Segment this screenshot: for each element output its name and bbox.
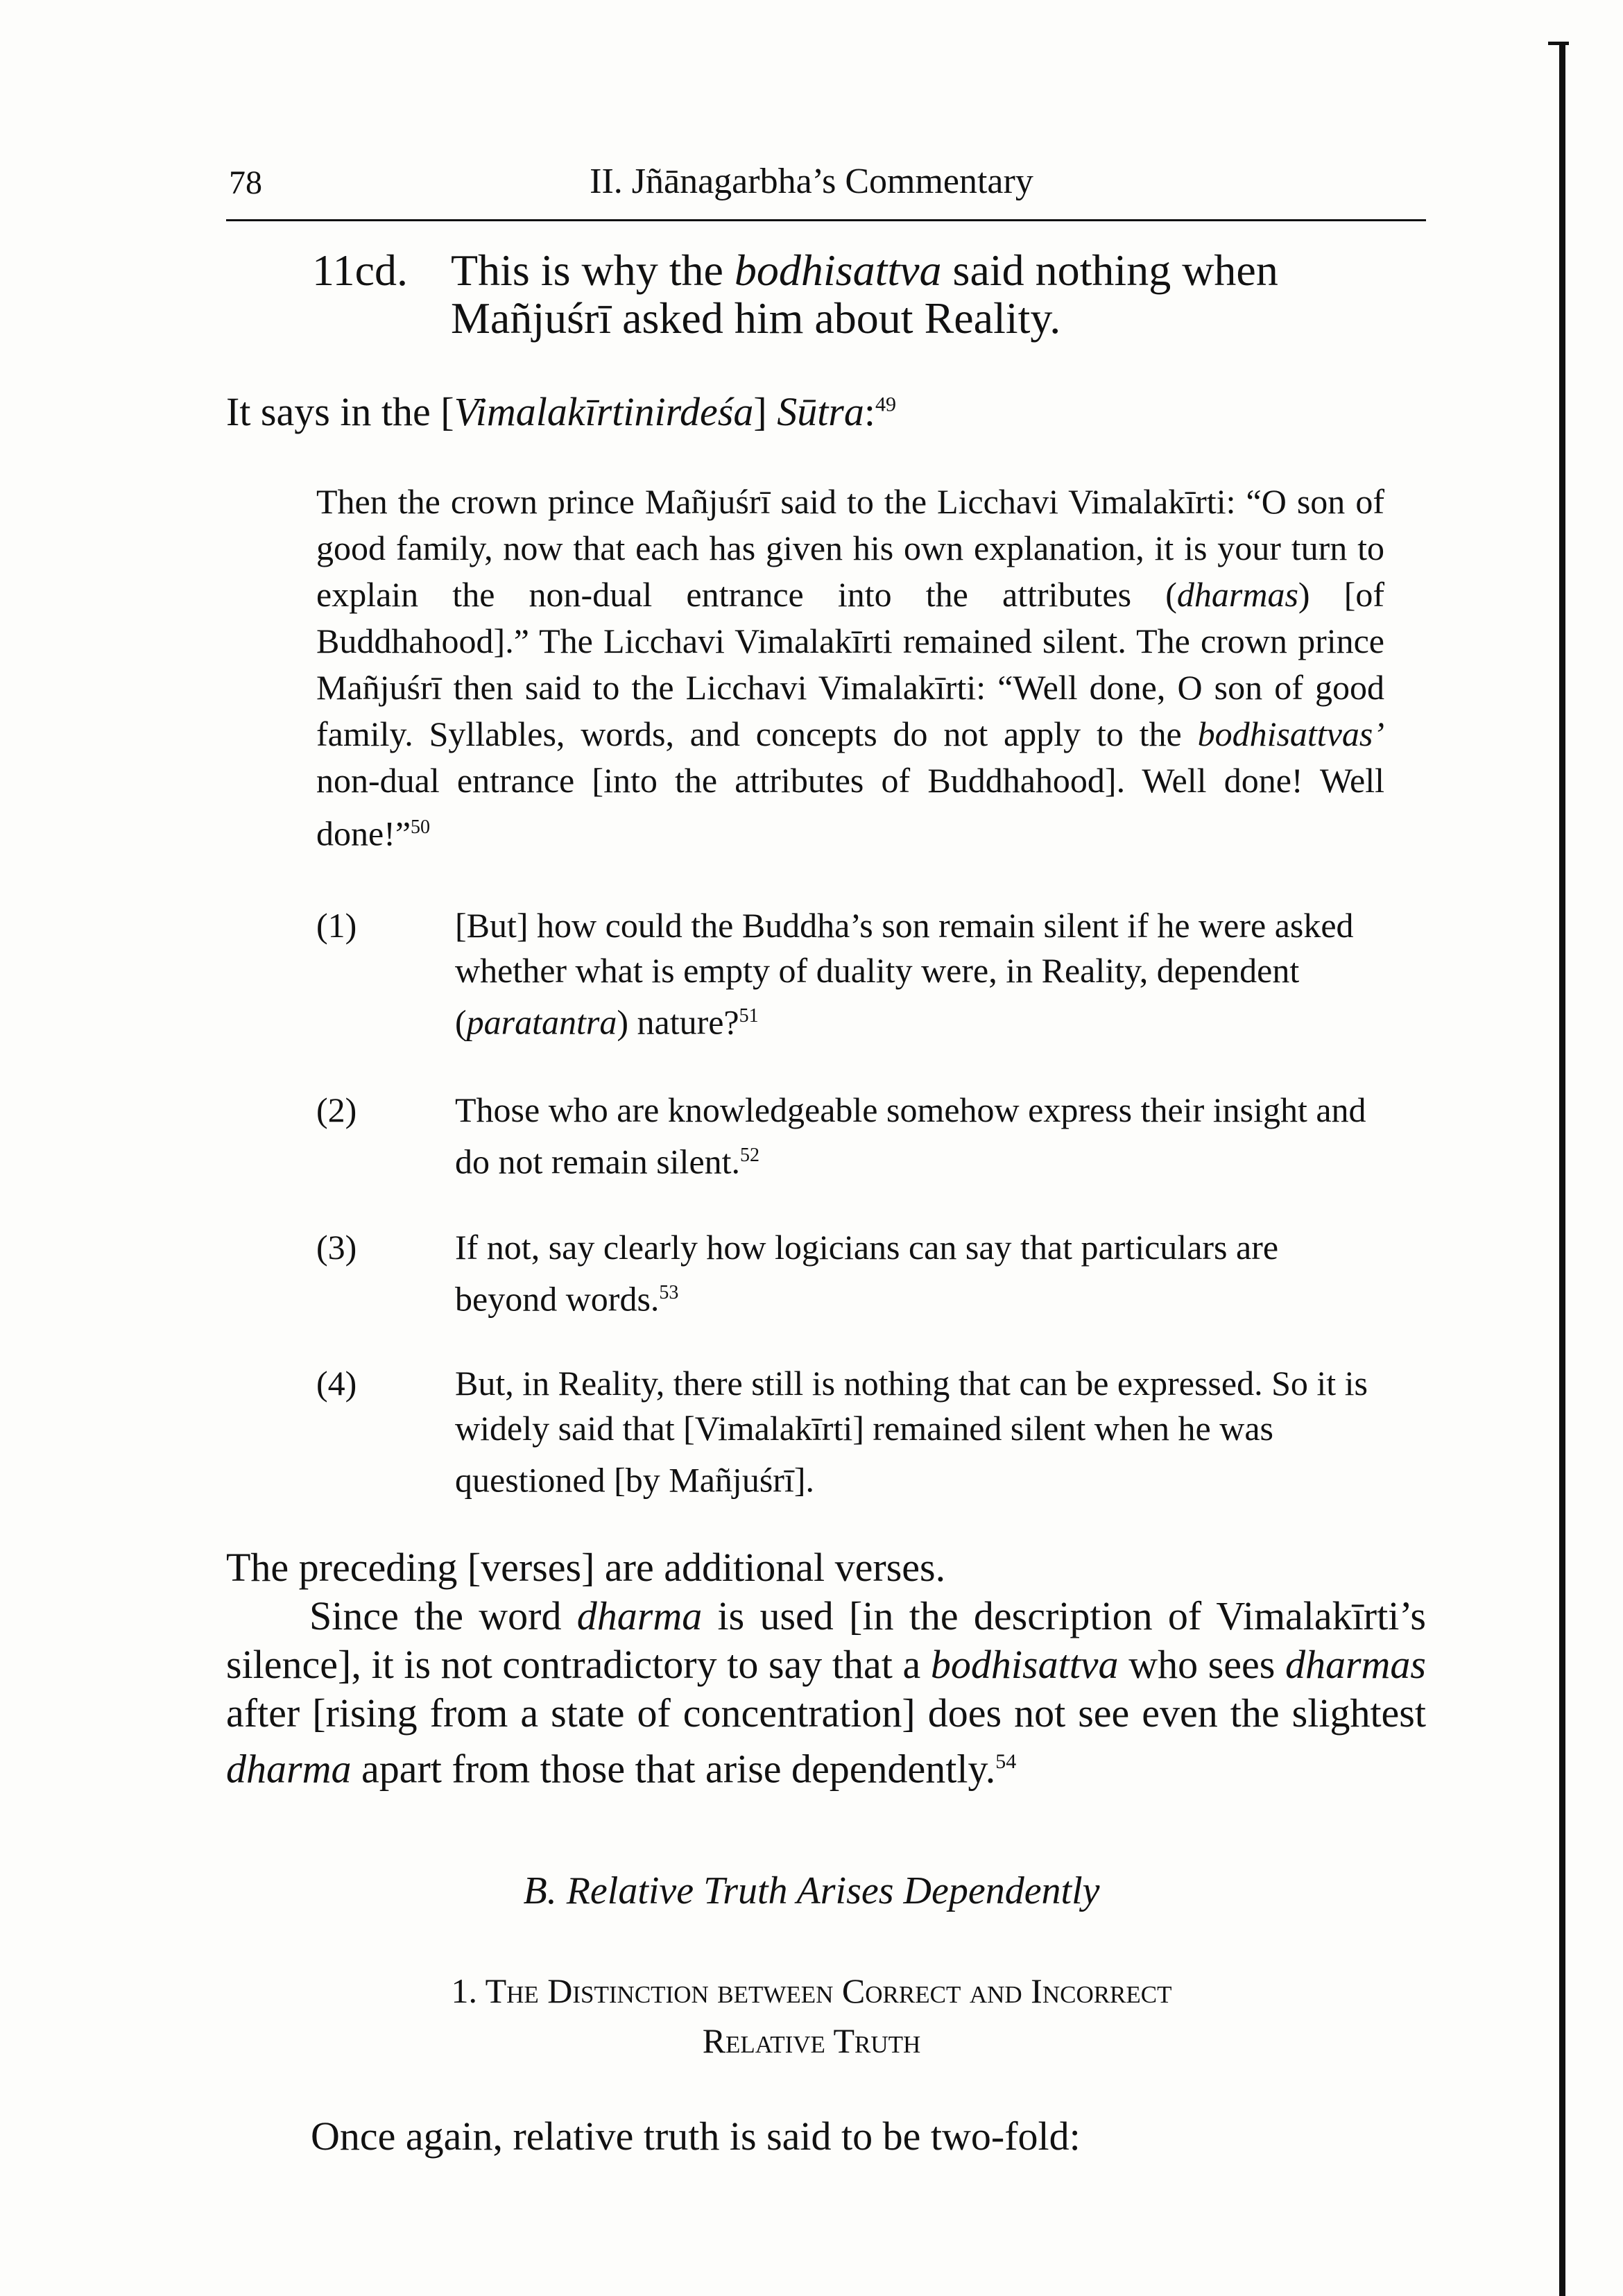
footnote-ref-49: 49 <box>875 393 896 416</box>
footnote-ref-53: 53 <box>659 1282 679 1303</box>
paragraph-additional-verses: The preceding [verses] are additional verses. <box>226 1545 946 1590</box>
quote-introduction: It says in the [Vimalakīrtinirdeśa] Sūtra:$^{49}$ <box>226 389 896 434</box>
page-edge-cap <box>1548 42 1569 45</box>
subsection-heading: 1. The Distinction between Correct and Incorrect Relative Truth <box>451 1971 1172 2060</box>
section-heading: B. Relative Truth Arises Dependently <box>523 1869 1100 1912</box>
footnote-ref-54: 54 <box>995 1750 1017 1773</box>
header-rule <box>226 219 1426 221</box>
verse-text: This is why the bodhisattva said nothing when Mañjuśrī asked him about Reality. <box>451 246 1278 343</box>
running-title: II. Jñānagarbha’s Commentary <box>590 162 1033 201</box>
footnote-ref-51: 51 <box>739 1005 759 1027</box>
page-edge-bar <box>1559 42 1565 2296</box>
page-number: 78 <box>229 164 262 201</box>
paragraph-dharma-usage: Since the word dharma is used [in the description of Vimalakīrti’s silence], it is not contradictory to say that a bodhisattva who sees dharmas after [rising from a state of concentration] does not see even the slightest dharma apart from those that arise dependently.$^{54}$ <box>226 1593 1426 1792</box>
footnote-ref-50: 50 <box>411 816 431 838</box>
verse-number: 11cd. <box>312 246 409 295</box>
paragraph-two-fold: Once again, relative truth is said to be two-fold: <box>311 2114 1081 2159</box>
footnote-ref-52: 52 <box>740 1145 760 1166</box>
sutra-quotation: Then the crown prince Mañjuśrī said to the Licchavi Vimalakīrti: “O son of good family, now that each has given his own explanation, it is your turn to explain the non-dual entrance into the attributes (dharmas) [of Buddhahood].” The Licchavi Vimalakīrti remained silent. The crown prince Mañjuśrī then said to the Licchavi Vimalakīrti: “Well done, O son of good family. Syllables, words, and concepts do not apply to the bodhisattvas’ non-dual entrance [into the attributes of Buddhahood]. Well done! Well done!”$^{50}$ <box>316 482 1384 853</box>
